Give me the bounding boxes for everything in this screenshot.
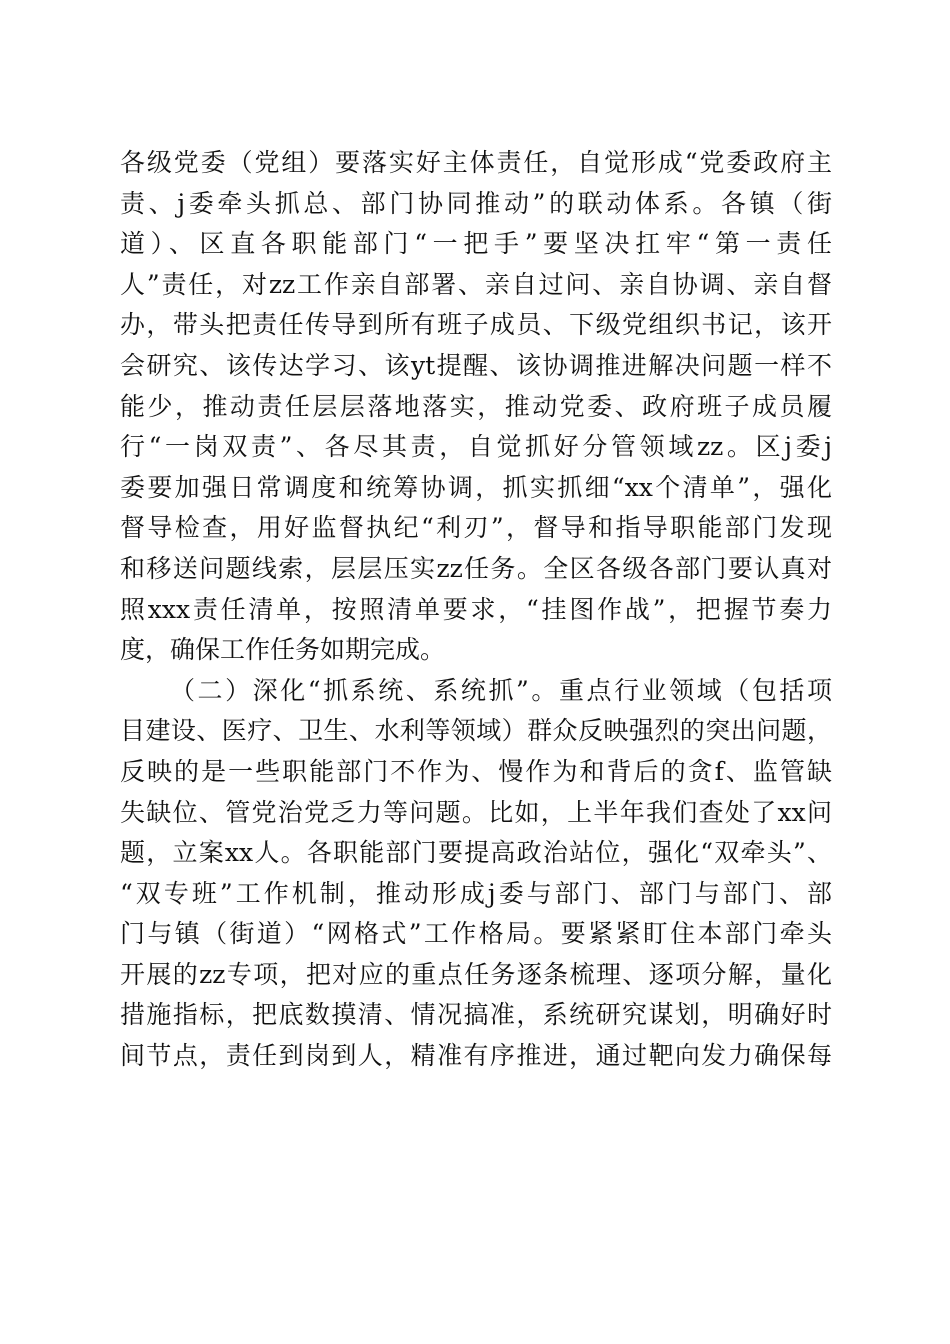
- text-line: 人”责任，对zz工作亲自部署、亲自过问、亲自协调、亲自督: [120, 269, 832, 299]
- text-line: 能少，推动责任层层落地落实，推动党委、政府班子成员履: [120, 391, 832, 421]
- text-line: 措施指标，把底数摸清、情况搞准，系统研究谋划，明确好时: [120, 1000, 832, 1030]
- text-line: 行“一岗双责”、各尽其责，自觉抓好分管领域zz。区j委j: [120, 432, 832, 462]
- text-line: 责、j委牵头抓总、部门协同推动”的联动体系。各镇（街: [120, 188, 832, 218]
- text-line: 道）、区直各职能部门“一把手”要坚决扛牢“第一责任: [120, 229, 832, 259]
- text-line: “双专班”工作机制，推动形成j委与部门、部门与部门、部: [120, 878, 832, 908]
- section-heading-line: （二）深化“抓系统、系统抓”。重点行业领域（包括项: [170, 675, 832, 705]
- text-line: 反映的是一些职能部门不作为、慢作为和背后的贪f、监管缺: [120, 756, 832, 786]
- text-line: 开展的zz专项，把对应的重点任务逐条梳理、逐项分解，量化: [120, 959, 832, 989]
- text-line: 目建设、医疗、卫生、水利等领域）群众反映强烈的突出问题，: [120, 716, 832, 746]
- text-line: 照xxx责任清单，按照清单要求，“挂图作战”，把握节奏力: [120, 594, 832, 624]
- text-line: 督导检查，用好监督执纪“利刃”，督导和指导职能部门发现: [120, 513, 832, 543]
- text-line: 题，立案xx人。各职能部门要提高政治站位，强化“双牵头”、: [120, 838, 832, 868]
- text-line: 间节点，责任到岗到人，精准有序推进，通过靶向发力确保每: [120, 1041, 832, 1071]
- text-line: 会研究、该传达学习、该yt提醒、该协调推进解决问题一样不: [120, 350, 832, 380]
- text-line: 和移送问题线索，层层压实zz任务。全区各级各部门要认真对: [120, 553, 832, 583]
- text-line: 失缺位、管党治党乏力等问题。比如，上半年我们查处了xx问: [120, 797, 832, 827]
- text-line: 办，带头把责任传导到所有班子成员、下级党组织书记，该开: [120, 310, 832, 340]
- body-text: [120, 143, 832, 1077]
- text-line: 门与镇（街道）“网格式”工作格局。要紧紧盯住本部门牵头: [120, 919, 832, 949]
- text-line: 各级党委（党组）要落实好主体责任，自觉形成“党委政府主: [120, 148, 832, 177]
- paragraph-end-line: 度，确保工作任务如期完成。: [120, 635, 446, 665]
- text-line: 委要加强日常调度和统筹协调，抓实抓细“xx个清单”，强化: [120, 472, 832, 502]
